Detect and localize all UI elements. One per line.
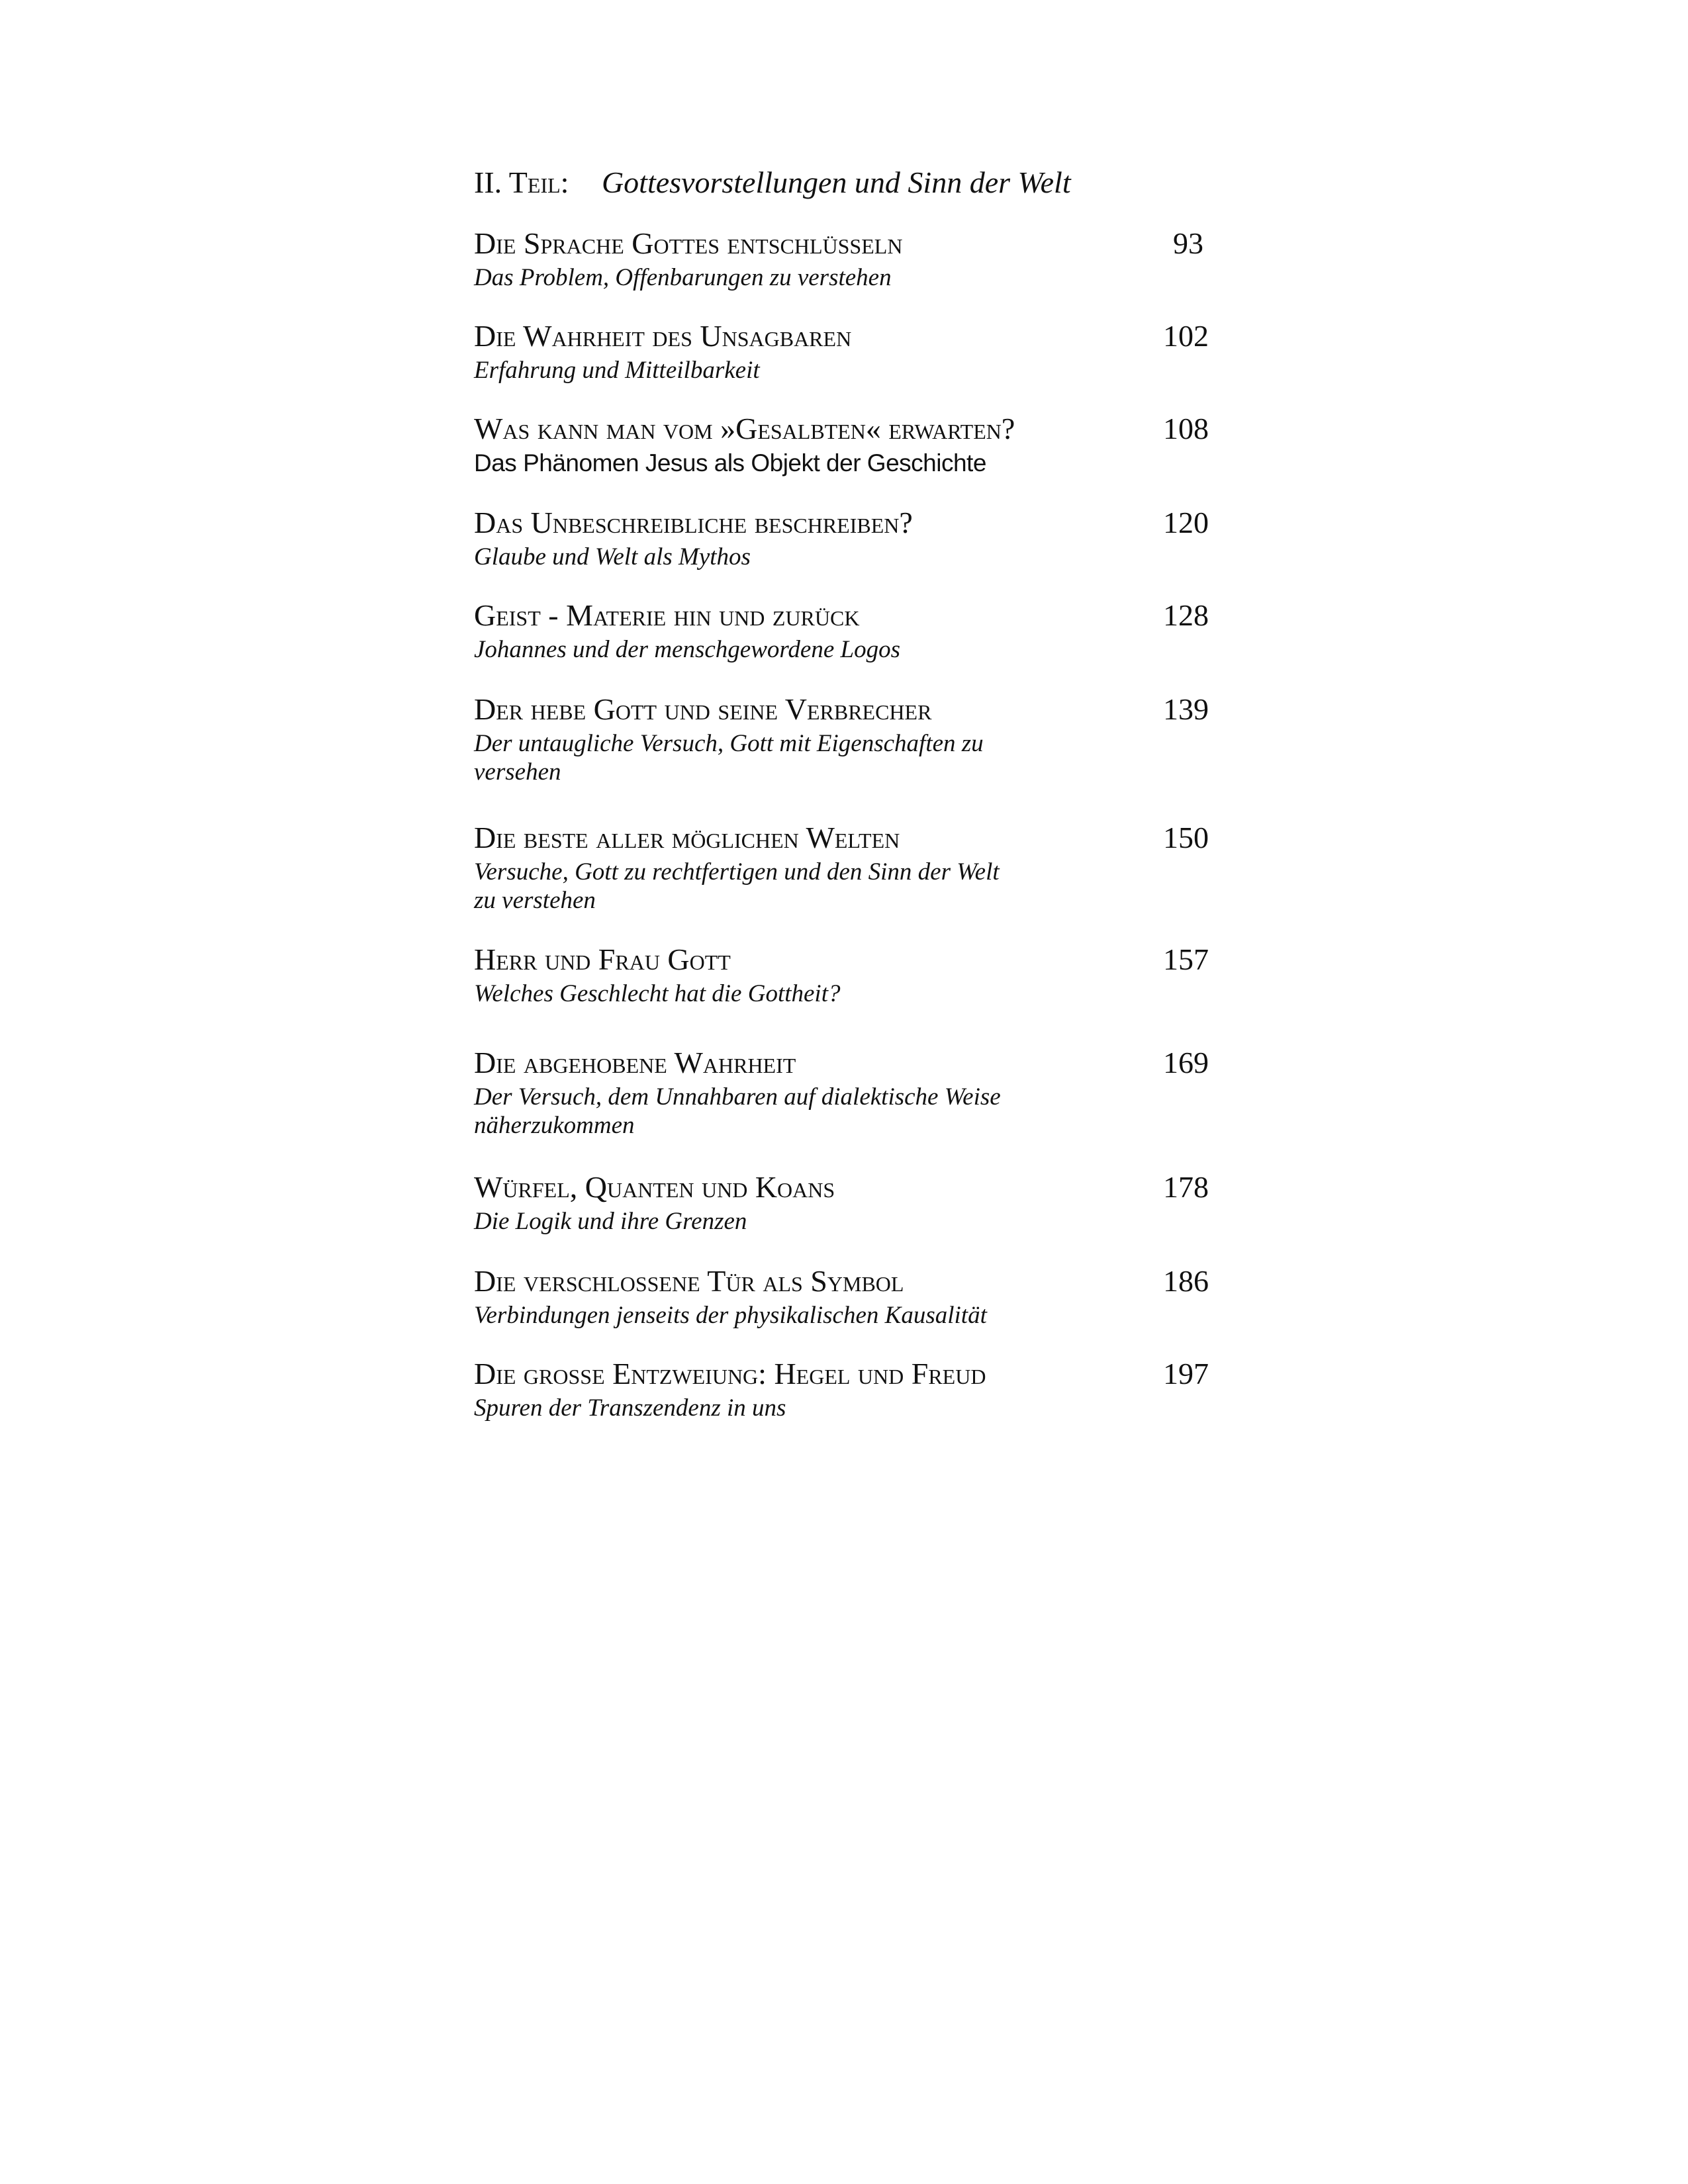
- toc-entry: [474, 1169, 1209, 1236]
- entry-page-number: 197: [1163, 1357, 1209, 1390]
- entry-page-number: 178: [1163, 1170, 1209, 1204]
- toc-entry: [474, 410, 1209, 477]
- toc-entry: [474, 1263, 1209, 1330]
- part-label: II. Teil:: [474, 165, 569, 199]
- entry-page-number: 157: [1163, 942, 1209, 976]
- entry-subtitle: Spuren der Transzendenz in uns: [474, 1394, 786, 1422]
- entry-page-number: 139: [1163, 692, 1209, 726]
- entry-page-number: 186: [1163, 1264, 1209, 1298]
- entry-subtitle: Johannes und der menschgewordene Logos: [474, 636, 900, 663]
- entry-title: Die verschlossene Tür als Symbol: [474, 1264, 904, 1298]
- entry-title: Die beste aller möglichen Welten: [474, 821, 900, 854]
- entry-title: Die abgehobene Wahrheit: [474, 1046, 796, 1079]
- entry-title: Was kann man vom »Gesalbten« erwarten?: [474, 412, 1015, 445]
- entry-page-number: 102: [1163, 319, 1209, 353]
- entry-subtitle: Das Phänomen Jesus als Objekt der Geschichte: [474, 449, 986, 477]
- toc-entry: [474, 1044, 1209, 1140]
- toc-entry: [474, 941, 1209, 1008]
- entry-subtitle: Die Logik und ihre Grenzen: [474, 1208, 747, 1235]
- entry-title: Würfel, Quanten und Koans: [474, 1170, 835, 1204]
- toc-entry: [474, 819, 1209, 915]
- entry-subtitle: Das Problem, Offenbarungen zu verstehen: [474, 264, 892, 291]
- part-title: Gottesvorstellungen und Sinn der Welt: [601, 165, 1071, 199]
- toc-entry: [474, 318, 1209, 385]
- entry-title: Der hebe Gott und seine Verbrecher: [474, 692, 932, 726]
- entry-title: Die Wahrheit des Unsagbaren: [474, 319, 852, 353]
- entry-page-number: 169: [1163, 1046, 1209, 1079]
- entry-title: Geist - Materie hin und zurück: [474, 598, 860, 632]
- entry-subtitle: Versuche, Gott zu rechtfertigen und den Sinn der Welt zu verstehen: [474, 858, 1000, 914]
- toc-entry: [474, 504, 1209, 571]
- entry-subtitle: Verbindungen jenseits der physikalischen Kausalität: [474, 1302, 987, 1329]
- entry-title: Das Unbeschreibliche beschreiben?: [474, 506, 913, 539]
- entry-subtitle: Erfahrung und Mitteilbarkeit: [474, 357, 760, 384]
- entry-title: Herr und Frau Gott: [474, 942, 731, 976]
- toc-entry: [474, 225, 1209, 292]
- entry-subtitle: Der Versuch, dem Unnahbaren auf dialektische Weise näherzukommen: [474, 1083, 1001, 1139]
- toc-entry: [474, 1355, 1209, 1422]
- toc-entry: [474, 691, 1209, 786]
- entry-page-number: 150: [1163, 821, 1209, 854]
- entry-subtitle: Der untaugliche Versuch, Gott mit Eigenschaften zu versehen: [474, 730, 984, 786]
- entry-subtitle: Welches Geschlecht hat die Gottheit?: [474, 980, 841, 1007]
- entry-page-number: 128: [1163, 598, 1209, 632]
- entry-page-number: 120: [1163, 506, 1209, 539]
- toc-entry: [474, 597, 1209, 664]
- entry-title: Die grosse Entzweiung: Hegel und Freud: [474, 1357, 986, 1390]
- entry-subtitle: Glaube und Welt als Mythos: [474, 543, 751, 570]
- entry-title: Die Sprache Gottes entschlüsseln: [474, 226, 903, 260]
- part-heading: [474, 163, 1071, 203]
- entry-page-number: 93: [1173, 226, 1203, 260]
- entry-page-number: 108: [1163, 412, 1209, 445]
